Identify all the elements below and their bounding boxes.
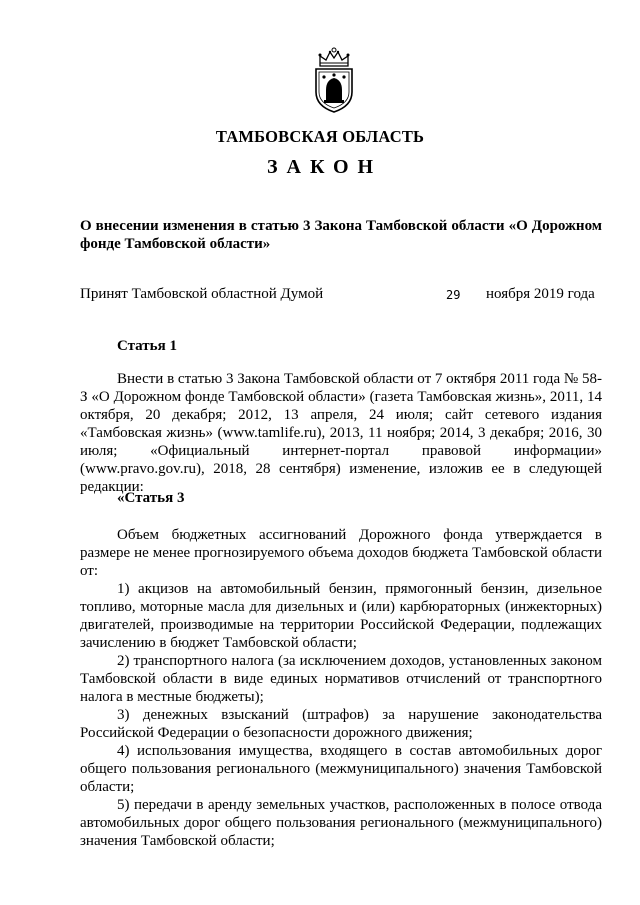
adoption-line — [80, 285, 602, 303]
article-3-heading: «Статья 3 — [117, 490, 185, 506]
document-type-title: ЗАКОН — [266, 156, 383, 178]
article-1-heading: Статья 1 — [117, 338, 177, 354]
list-item: 4) использования имущества, входящего в состав автомобильных дорог общего пользования регионального (межмуниципального) значения Тамбовской области; — [80, 743, 602, 795]
article-3-intro: Объем бюджетных ассигнований Дорожного фонда утверждается в размере не менее прогнозируемого объема доходов бюджета Тамбовской области от: — [80, 527, 602, 579]
list-item: 5) передачи в аренду земельных участков, расположенных в полосе отвода автомобильных дорог общего пользования регионального (межмуниципального) значения Тамбовской области; — [80, 797, 602, 849]
article-1-paragraph: Внести в статью 3 Закона Тамбовской области от 7 октября 2011 года № 58-З «О Дорожном фонде Тамбовской области» (газета Тамбовская жизнь», 2011, 14 октября, 20 декабря; 2012, 13 апреля, 24 июля; сайт сетевого издания «Тамбовская жизнь» (www.tamlife.ru), 2013, 11 ноября; 2014, 3 декабря; 2016, 30 июля; «Официальный интернет-портал правовой информации» (www.pravo.gov.ru), 2018, 28 сентября) изменение, изложив ее в следующей редакции: — [80, 371, 602, 495]
adoption-month-year: ноября 2019 года — [486, 286, 595, 302]
tambov-coat-of-arms-icon — [312, 46, 356, 114]
adoption-day: 29 — [446, 288, 461, 302]
law-subject: О внесении изменения в статью 3 Закона Тамбовской области «О Дорожном фонде Тамбовской области» — [80, 218, 602, 252]
list-item: 3) денежных взысканий (штрафов) за нарушение законодательства Российской Федерации о безопасности дорожного движения; — [80, 707, 602, 741]
article-3-body — [80, 526, 602, 850]
list-item: 2) транспортного налога (за исключением доходов, установленных законом Тамбовской области в виде единых нормативов отчислений от транспортного налога в местные бюджеты); — [80, 653, 602, 705]
region-title: ТАМБОВСКАЯ ОБЛАСТЬ — [215, 127, 425, 146]
article-1-body — [80, 370, 602, 496]
adoption-text: Принят Тамбовской областной Думой — [80, 286, 324, 302]
list-item: 1) акцизов на автомобильный бензин, прямогонный бензин, дизельное топливо, моторные масла для дизельных и (или) карбюраторных (инжекторных) двигателей, производимые на территории Российской Федерации, подлежащих зачислению в бюджет Тамбовской области; — [80, 581, 602, 651]
